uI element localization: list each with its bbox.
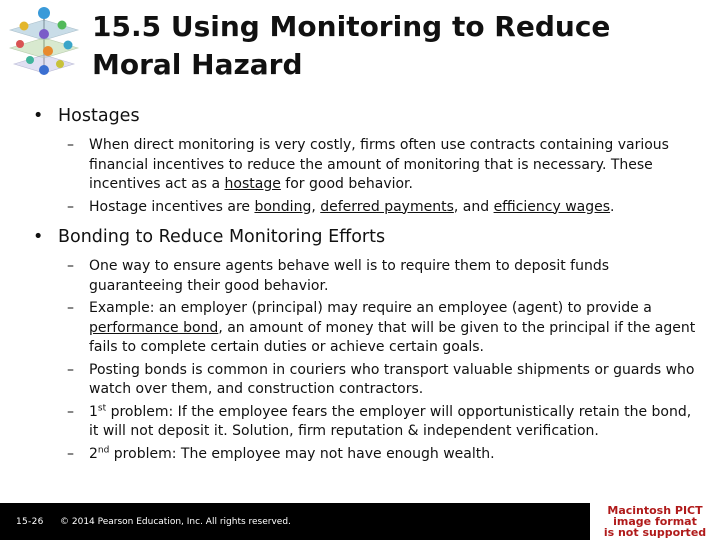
bullet-heading: Hostages [58,106,140,126]
unsupported-image-notice: Macintosh PICT image format is not supported [590,503,720,540]
term-performance-bond: performance bond [89,319,219,336]
term-hostage: hostage [224,176,281,192]
sub-bullet-dash: – [67,361,74,378]
footer-bar [0,503,590,540]
term-efficiency-wages: efficiency wages [493,198,611,215]
bullet-heading: Bonding to Reduce Monitoring Efforts [58,227,386,247]
logo-graphic [4,4,84,78]
term-deferred-payments: deferred payments [320,198,454,215]
slide-title-line2: Moral Hazard [92,48,303,81]
sub-bullet: – Posting bonds is common in couriers who transport valuable shipments or guards who watch over them, and construction contractors. [67,361,695,397]
slide-title-line1: 15.5 Using Monitoring to Reduce [92,10,611,43]
bullet-dot: • [33,227,44,247]
bullet-hostages [0,104,720,128]
sub-bullet-dash: – [67,300,74,316]
sub-bullet-dash: – [67,137,74,153]
slide-number: 15-26 [16,517,44,527]
slide-body [0,104,720,464]
sub-bullet-dash: – [67,198,74,215]
sub-bullet: – Hostage incentives are bonding, deferred payments, and efficiency wages. [0,198,720,218]
sub-bullet: – 2nd problem: The employee may not have enough wealth. [0,445,720,465]
sub-bullet: – When direct monitoring is very costly, firms often use contracts containing various financial incentives to reduce the amount of monitoring that is necessary. These incentives act as a hostage for good behavior. [67,137,669,192]
sub-bullet: – Example: an employer (principal) may require an employee (agent) to provide a performance bond, an amount of money that will be given to the principal if the agent fails to complete certain duties or achieve certain goals. [67,300,696,355]
slide-title [92,8,712,84]
sub-bullet-dash: – [67,445,74,462]
sub-bullet: – 1st problem: If the employee fears the employer will opportunistically retain the bond, it will not deposit it. Solution, firm reputation & independent verification. [67,402,692,439]
term-bonding: bonding [254,198,312,215]
copyright-notice: © 2014 Pearson Education, Inc. All rights reserved. [60,517,291,527]
bullet-dot: • [33,106,44,126]
sub-bullet: – One way to ensure agents behave well is to require them to deposit funds guaranteeing their good behavior. [67,258,610,294]
sub-bullet-dash: – [67,258,74,274]
sub-bullet-dash: – [67,403,74,420]
bullet-bonding [0,225,720,249]
